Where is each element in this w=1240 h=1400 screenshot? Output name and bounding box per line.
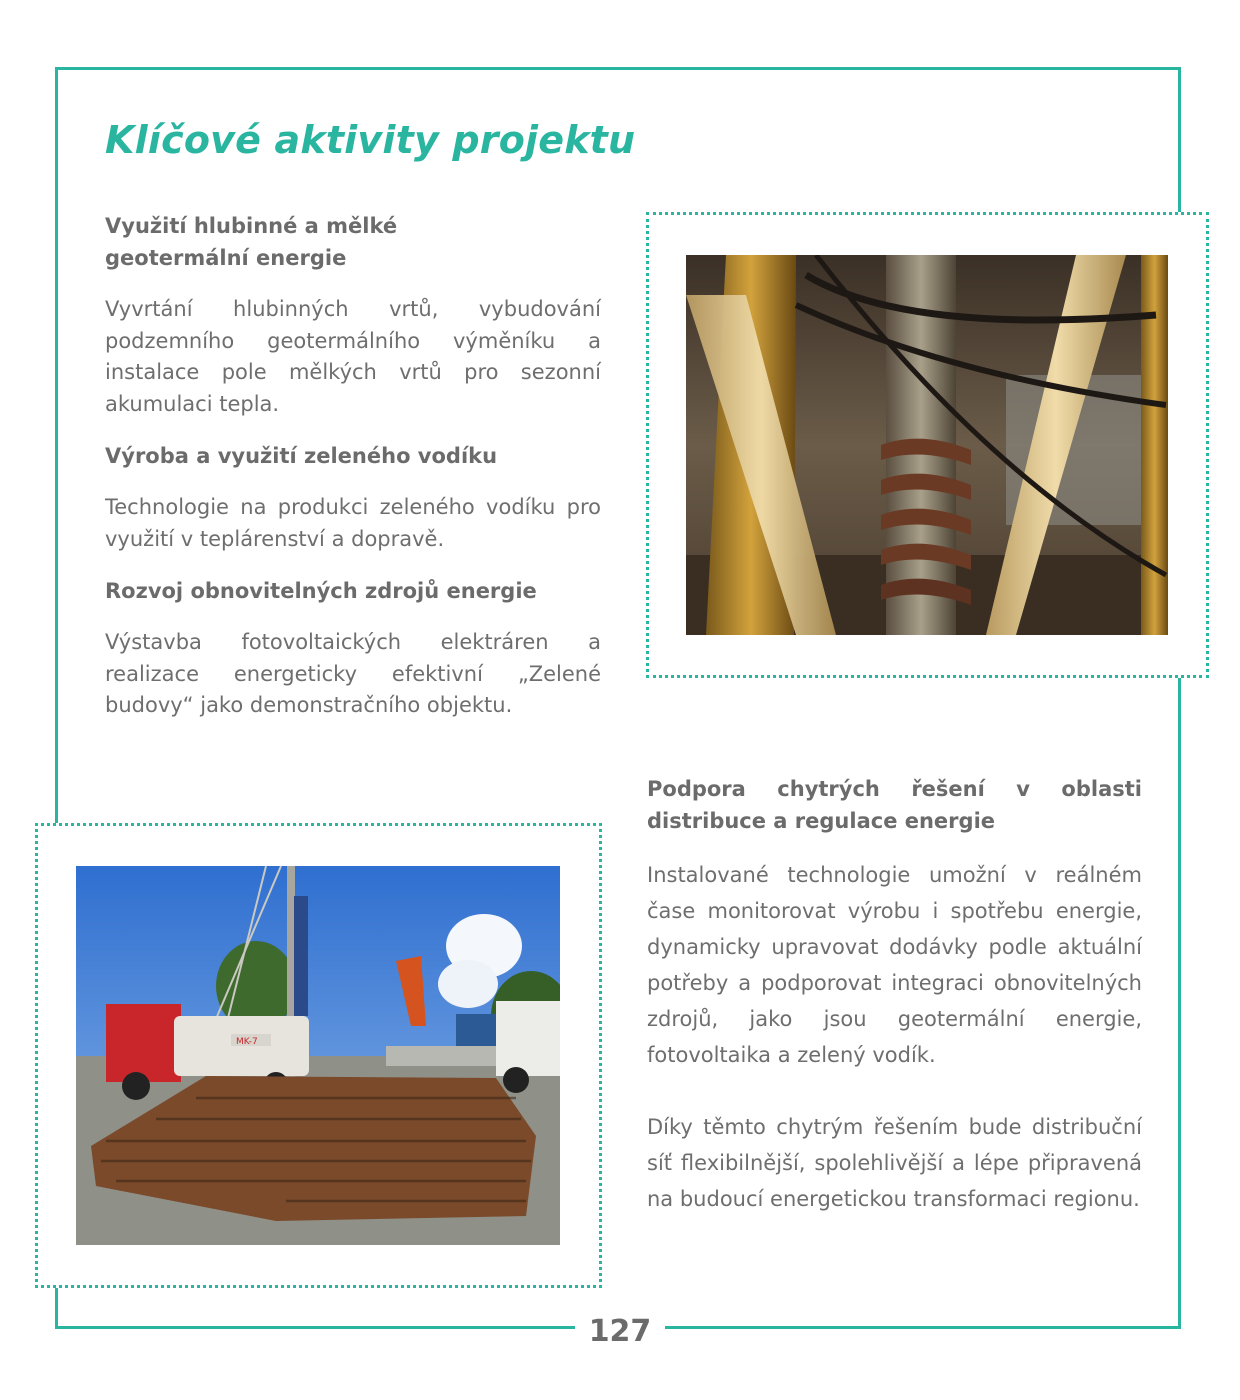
activity-text-geothermal: Vyvrtání hlubinných vrtů, vybudování podzemního geotermálního výměníku a instalace pole mělkých vrtů pro sezonní akumulaci tepla. (105, 297, 601, 416)
heading-line: Využití hlubinné a mělké (105, 214, 398, 238)
activity-heading-geothermal (105, 210, 601, 274)
activity-heading-renewables (105, 575, 601, 607)
smart-grid-section (647, 773, 1142, 1217)
truck-label: MK-7 (236, 1037, 258, 1047)
activity-text-renewables: Výstavba fotovoltaických elektráren a realizace energeticky efektivní „Zelené budovy“ jako demonstračního objektu. (105, 630, 601, 717)
page-number: 127 (588, 1314, 652, 1349)
heading-line: Rozvoj obnovitelných zdrojů energie (105, 579, 537, 603)
activity-heading-hydrogen (105, 440, 601, 472)
heading-line: Výroba a využití zeleného vodíku (105, 444, 498, 468)
activities-left-column (105, 210, 601, 742)
smart-grid-text-2: Díky těmto chytrým řešením bude distribuční síť flexibilnější, spolehlivější a lépe připravená na budoucí energetickou transformaci regionu. (647, 1115, 1142, 1211)
page-title: Klíčové aktivity projektu (105, 118, 636, 162)
drill-auger-photo (686, 255, 1168, 635)
heading-line: geotermální energie (105, 246, 347, 270)
activity-text-hydrogen: Technologie na produkci zeleného vodíku pro využití v teplárenství a dopravě. (105, 495, 601, 551)
smart-grid-text-1: Instalované technologie umožní v reálném čase monitorovat výrobu i spotřebu energie, dynamicky upravovat dodávky podle aktuální potřeby a podporovat integraci obnovitelných zdrojů, jako jsou geotermální energie, fotovoltaika a zelený vodík. (647, 863, 1142, 1067)
drilling-site-photo (76, 866, 560, 1245)
smart-grid-heading: Podpora chytrých řešení v oblasti distribuce a regulace energie (647, 777, 1142, 833)
page-number-box (575, 1310, 665, 1354)
